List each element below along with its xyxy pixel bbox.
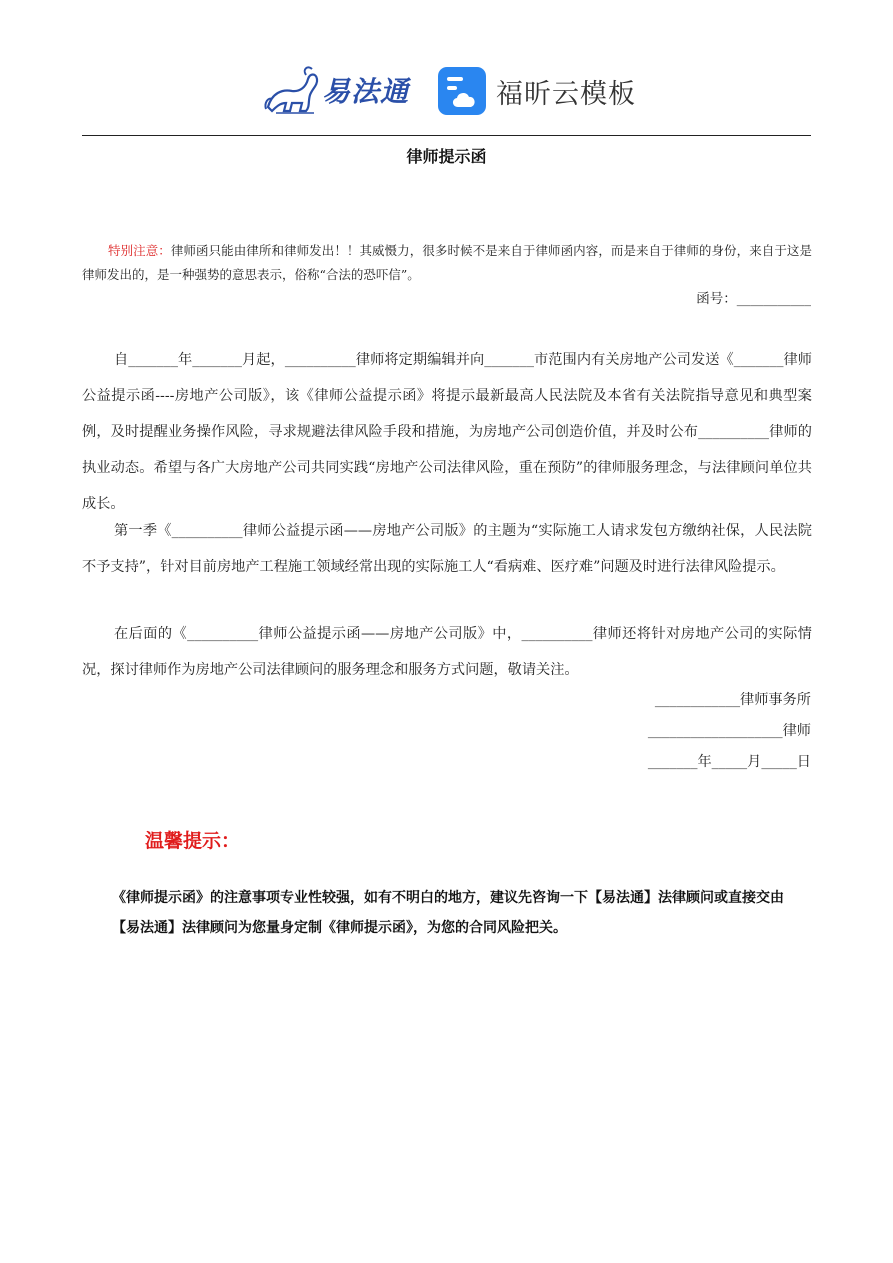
signature-lawyer: ___________________律师 [647,723,811,739]
cloud-document-icon [436,65,488,117]
body-paragraph-2: 第一季《__________律师公益提示函——房地产公司版》的主题为“实际施工人请求发包方缴纳社保，人民法院不予支持”，针对目前房地产工程施工领域经常出现的实际施工人“看病难、医疗难”问题及时进行法律风险提示。 [82,523,812,575]
yifatong-logo [262,62,409,118]
page-header [0,58,893,124]
document-title: 律师提示函 [406,147,487,166]
header-divider [82,135,811,136]
special-notice [82,239,812,287]
body-paragraph-3: 在后面的《__________律师公益提示函——房地产公司版》中，__________律师还将针对房地产公司的实际情况，探讨律师作为房地产公司法律顾问的服务理念和服务方式问题，敬请关注。 [82,626,812,678]
warm-tip-body: 《律师提示函》的注意事项专业性较强，如有不明白的地方，建议先咨询一下【易法通】法律顾问或直接交由【易法通】法律顾问为您量身定制《律师提示函》，为您的合同风险把关。 [112,890,784,936]
notice-text: 律师函只能由律所和律师发出！！其威慑力，很多时候不是来自于律师函内容，而是来自于律师的身份，来自于这是律师发出的，是一种强势的意思表示，俗称“合法的恐吓信”。 [82,243,812,282]
signature-date: _______年_____月_____日 [647,754,811,770]
letter-number: 函号：___________ [696,291,811,307]
warm-tip-title: 温馨提示： [145,830,241,852]
foxit-template-logo [436,64,636,118]
body-paragraph-1: 自_______年_______月起，__________律师将定期编辑并向_______市范围内有关房地产公司发送《_______律师公益提示函----房地产公司版》，该《律师公益提示函》将提示最新最高人民法院及本省有关法院指导意见和典型案例，及时提醒业务操作风险，寻求规避法律风险手段和措施，为房地产公司创造价值，并及时公布__________律师的执业动态。希望与各广大房地产公司共同实践“房地产公司法律风险，重在预防”的律师服务理念，与法律顾问单位共成长。 [82,352,812,512]
yifatong-logo-text: 易法通 [322,75,410,108]
foxit-template-logo-text: 福昕云模板 [496,78,636,110]
notice-label: 特别注意： [108,243,171,258]
qilin-logo-icon [262,63,320,117]
signature-firm: ____________律师事务所 [654,692,811,708]
